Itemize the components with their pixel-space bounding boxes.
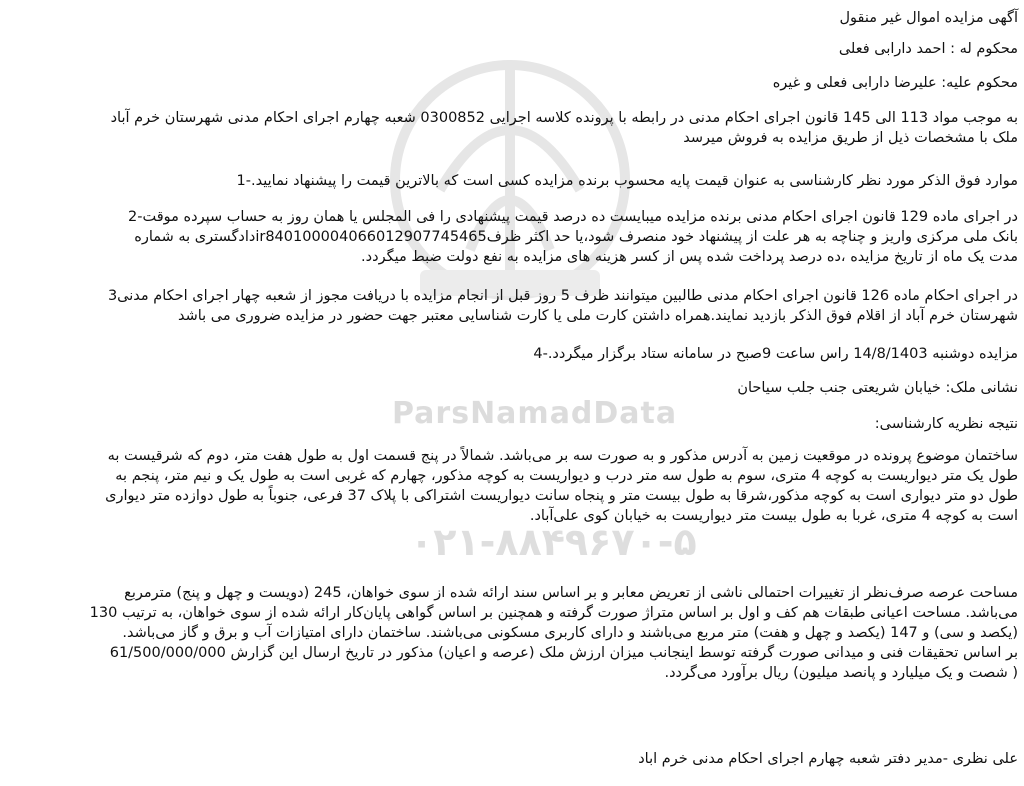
- watermark-site-name: ParsNamadData: [392, 396, 678, 431]
- area-valuation-text: مساحت عرصه صرف‌نظر از تغییرات احتمالی ناشی از تعریض معابر و بر اساس سند ارائه شده از سوی خواهان، 245 (دویست و چهل و پنج) مترمربع می‌باشد. مساحت اعیانی طبقات هم کف و اول بر اساس متراژ صورت گرفته و همچنین بر اساس گواهی پایان‌کار ارائه شده از سوی خواهان، به ترتیب 130 (یکصد و سی) و 147 (یکصد و چهل و هفت) متر مربع می‌باشند و دارای کاربری مسکونی می‌باشند. ساختمان دارای امتیازات آب و برق و گاز می‌باشد. بر اساس تحقیقات فنی و میدانی صورت گرفته توسط اینجانب میزان ارزش ملک (عرصه و اعیان) مذکور در تاریخ ارسال این گزارش 61/500/000/000 ( شصت و یک میلیارد و پانصد میلیون) ریال برآورد می‌گردد.: [89, 585, 1018, 681]
- item-2: در اجرای ماده 129 قانون اجرای احکام مدنی برنده مزایده میبایست ده درصد قیمت پیشنهادی را فی المجلس یا همان روز به حساب سپرده موقت-2 بانک ملی مرکزی واریز و چناچه به هر علت از پیشنهاد خود منصرف شود،یا حد اکثر ظرفir840100004066012907745465دادگستری به شماره مدت یک ماه از تاریخ مزایده ،ده درصد پرداخت شده پس از کسر هزینه های مزایده به نفع دولت ضبط میگردد.: [128, 209, 1018, 265]
- signature-line: علی نظری -مدیر دفتر شعبه چهارم اجرای احکام مدنی خرم اباد: [638, 751, 1018, 767]
- expert-heading: نتیجه نظریه کارشناسی:: [874, 416, 1018, 432]
- notice-title: آگهی مزایده اموال غیر منقول: [839, 10, 1018, 26]
- item-4: مزایده دوشنبه 14/8/1403 راس ساعت 9صبح در سامانه ستاد برگزار میگردد.-4: [533, 346, 1018, 362]
- debtor-line: محکوم علیه: علیرضا دارابی فعلی و غیره: [772, 75, 1018, 91]
- beneficiary-line: محکوم له : احمد دارابی فعلی: [838, 41, 1018, 57]
- intro-paragraph: به موجب مواد 113 الی 145 قانون اجرای احکام مدنی در رابطه با پرونده کلاسه اجرایی 0300852 شعبه چهارم اجرای احکام مدنی شهرستان خرم آباد ملک با مشخصات ذیل از طریق مزایده به فروش میرسد: [110, 110, 1018, 146]
- item-1: موارد فوق الذکر مورد نظر کارشناسی به عنوان قیمت پایه محسوب برنده مزایده کسی است که بالاترین قیمت را پیشنهاد نمایید.-1: [236, 173, 1018, 189]
- item-3: در اجرای احکام ماده 126 قانون اجرای احکام مدنی طالبین میتوانند ظرف 5 روز قبل از انجام مزایده با دریافت مجوز از شعبه چهار اجرای احکام مدنی3 شهرستان خرم آباد از اقلام فوق الذکر بازدید نمایند.همراه داشتن کارت ملی یا کارت شناسایی معتبر جهت حضور در مزایده ضروری می باشد: [107, 288, 1018, 324]
- watermark-phone: ۰۲۱-۸۸۴۹۶۷۰-۵: [410, 520, 697, 564]
- auction-notice: [10, 0, 1018, 786]
- expert-opinion-text: ساختمان موضوع پرونده در موقعیت زمین به آدرس مذکور و به صورت سه بر می‌باشد. شمالاً در پنج قسمت اول به طول هفت متر، دوم که شرقیست به طول یک متر دیواریست به کوچه 4 متری، سوم به طول سه متر درب و دیواریست به کوچه مذکور، چهارم که غربی است به طول یک و نیم متر، پنجم به طول دو متر دیواری است به کوچه مذکور،شرقا به طول بیست متر و پنجاه سانت دیواریست اشتراکی با پلاک 37 فرعی، جنوباً به طول دوازده متر دیواری است به کوچه 4 متری، غربا به طول بیست متر دیواریست به خیابان کوی علی‌آباد.: [105, 448, 1018, 524]
- property-address: نشانی ملک: خیابان شریعتی جنب جلب سیاحان: [737, 380, 1018, 396]
